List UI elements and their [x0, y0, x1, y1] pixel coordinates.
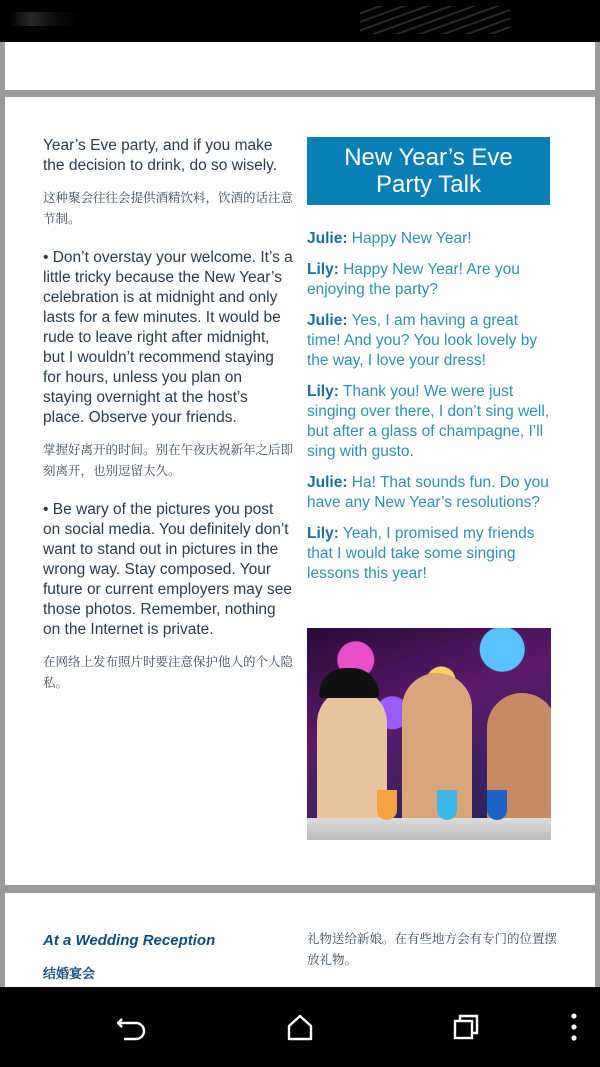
dialog-line: Julie: Happy New Year! [307, 230, 472, 247]
section-heading-wedding-zh: 结婚宴会 [43, 966, 96, 981]
wedding-gift-text-zh: 礼物送给新娘。在有些地方会有专门的位置摆放礼物。 [307, 932, 558, 967]
photo-person [402, 673, 472, 840]
paragraph-drinking-zh: 这种聚会往往会提供酒精饮料，饮酒的话注意节制。 [43, 191, 294, 226]
overflow-menu-icon [569, 1012, 579, 1042]
bullet-overstay: • Don’t overstay your welcome. It’s a little tricky because the New Year’s celebration is at midnight and only lasts for a few minutes. It would be rude to leave right after midnight, but I wouldn’t recommend staying for hours, unless you plan on staying overnight at the host’s place. Observe your friends. [43, 249, 293, 426]
home-icon [285, 1012, 315, 1042]
bullet-pictures-zh: 在网络上发布照片时要注意保护他人的个人隐私。 [43, 655, 294, 690]
dialog-line: Julie: Yes, I am having a great time! And you? You look lovely by the way, I love your dress! [307, 312, 538, 369]
recents-icon [451, 1012, 481, 1042]
title-line-2: Party Talk [376, 171, 481, 198]
status-bar [0, 0, 600, 42]
photo-person [317, 688, 387, 838]
previous-page-fragment [5, 42, 595, 90]
recents-button[interactable] [448, 1009, 484, 1045]
status-icons-left [10, 12, 80, 26]
navigation-bar [0, 987, 600, 1067]
dialog [307, 229, 552, 584]
photo-glass [377, 790, 397, 820]
section-heading-wedding: At a Wedding Reception [43, 932, 216, 949]
dialog-line: Lily: Yeah, I promised my friends that I would take some singing lessons this year! [307, 525, 535, 582]
document-page[interactable] [5, 97, 595, 885]
photo-glass [487, 790, 507, 820]
title-line-1: New Year’s Eve [344, 144, 513, 171]
bullet-pictures: • Be wary of the pictures you post on social media. You definitely don’t want to stand out in pictures in the wrong way. Stay composed. Your future or current employers may see those photos. Remember, nothing on the Internet is private. [43, 501, 292, 638]
status-icons-right [360, 6, 510, 34]
back-icon [116, 1013, 148, 1041]
photo-hat [319, 668, 379, 698]
back-button[interactable] [114, 1009, 150, 1045]
left-column [43, 136, 293, 712]
dialog-line: Julie: Ha! That sounds fun. Do you have any New Year’s resolutions? [307, 474, 549, 511]
party-photo [307, 628, 551, 840]
home-button[interactable] [282, 1009, 318, 1045]
dialog-line: Lily: Happy New Year! Are you enjoying the party? [307, 261, 520, 298]
party-talk-title [307, 137, 550, 205]
right-column [307, 137, 552, 595]
overflow-menu-button[interactable] [556, 1009, 592, 1045]
bullet-overstay-zh: 掌握好离开的时间。别在午夜庆祝新年之后即刻离开，也别逗留太久。 [43, 443, 294, 478]
paragraph-drinking: Year’s Eve party, and if you make the decision to drink, do so wisely. [43, 137, 278, 174]
next-page-fragment[interactable] [5, 893, 595, 987]
dialog-line: Lily: Thank you! We were just singing over there, I don’t sing well, but after a glass of champagne, I’ll sing with gusto. [307, 383, 550, 460]
photo-glass [437, 790, 457, 820]
photo-table [307, 818, 551, 840]
